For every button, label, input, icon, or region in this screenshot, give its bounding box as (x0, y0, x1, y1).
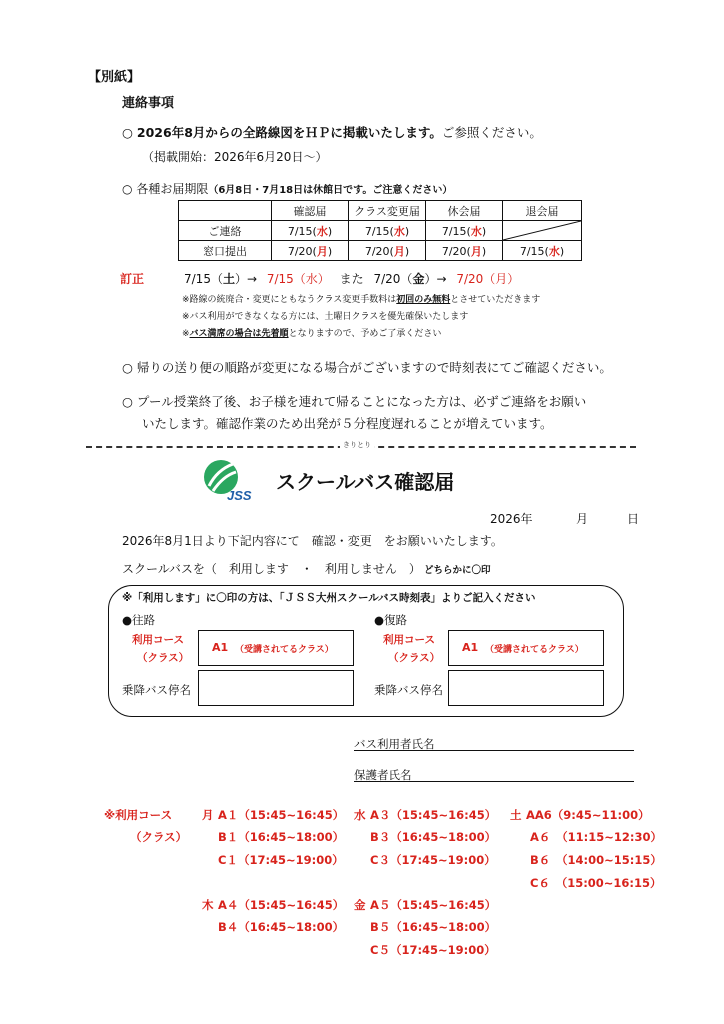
course-item: B５（16:45~18:00） (370, 920, 497, 934)
table-row (179, 241, 582, 261)
table-row (179, 221, 582, 241)
note-first-come: ※バス満席の場合は先着順となりますので、予めご了承ください (182, 329, 442, 339)
row-label: 窓口提出 (179, 241, 272, 261)
user-name-field[interactable] (354, 750, 634, 751)
guardian-name-field[interactable] (354, 781, 634, 782)
date-month: 月 (576, 512, 589, 526)
outbound-stop-label: 乗降バス停名 (122, 683, 191, 697)
course-list-label: ※利用コース (104, 808, 173, 822)
course-item: A４（15:45~16:45） (218, 898, 345, 912)
outbound-label: ●往路 (122, 613, 156, 627)
correction-new-date-1: 7/15（水） (266, 272, 330, 286)
header-confirm: 確認届 (272, 201, 349, 221)
table-cell: 7/20(月) (349, 241, 426, 261)
return-label: ●復路 (374, 613, 408, 627)
course-item: A５（15:45~16:45） (370, 898, 497, 912)
deadline-table (178, 200, 582, 261)
bullet-icon: ○ (122, 394, 133, 409)
notice-deadlines (122, 180, 452, 197)
course-list-sublabel: （クラス） (130, 830, 188, 844)
course-item: C６ （15:00~16:15） (530, 876, 662, 890)
form-intro: 2026年8月1日より下記内容にて 確認・変更 をお願いいたします。 (122, 534, 503, 548)
notice-hp-map-date: （掲載開始：2026年6月20日～） (142, 150, 328, 164)
bus-choice-note: どちらかに〇印 (424, 565, 491, 576)
appendix-label: 【別紙】 (88, 70, 141, 85)
course-item: C５（17:45~19:00） (370, 943, 496, 957)
correction-new-date-2: 7/20（月） (456, 272, 520, 286)
header-leave: 休会届 (426, 201, 503, 221)
return-stop-field[interactable] (448, 670, 604, 706)
day-saturday: 土 (510, 808, 522, 822)
course-item: A６ （11:15~12:30） (530, 830, 662, 844)
outbound-course-label: 利用コース (132, 634, 184, 646)
course-item: B４（16:45~18:00） (218, 920, 345, 934)
table-cell-na (503, 221, 582, 241)
table-header-row (179, 201, 582, 221)
notice-hp-map (122, 123, 542, 141)
return-stop-label: 乗降バス停名 (374, 683, 443, 697)
logo-text: JSS (227, 488, 252, 503)
diagonal-line-icon (503, 221, 581, 240)
table-cell: 7/15(水) (426, 221, 503, 241)
notice-route-change: ○ 帰りの送り便の順路が変更になる場合がございますので時刻表にてご確認ください。 (122, 360, 612, 375)
return-course-field[interactable]: A1 （受講されてるクラス） (448, 630, 604, 666)
header-withdraw: 退会届 (503, 201, 582, 221)
date-year: 2026年 (490, 512, 533, 526)
guardian-name-label: 保護者氏名 (354, 768, 412, 782)
page-title: 連絡事項 (122, 96, 175, 111)
course-item: B１（16:45~18:00） (218, 830, 345, 844)
outbound-class-label: （クラス） (137, 652, 190, 664)
form-title: スクールバス確認届 (276, 470, 455, 494)
table-cell: 7/15(水) (503, 241, 582, 261)
course-item: B６ （14:00~15:15） (530, 853, 662, 867)
bus-choice[interactable]: スクールバスを（ 利用します ・ 利用しません ） (122, 562, 421, 576)
day-thursday: 木 (202, 898, 214, 912)
bullet-icon: ○ (122, 125, 133, 140)
course-item: AA6（9:45~11:00） (526, 808, 650, 822)
notice-hp-map-tail: ご参照ください。 (441, 125, 542, 140)
bullet-icon: ○ (122, 182, 133, 196)
notice-pickup-line2: いたします。確認作業のため出発が５分程度遅れることが増えています。 (142, 416, 553, 431)
table-cell: 7/20(月) (272, 241, 349, 261)
header-class-change: クラス変更届 (349, 201, 426, 221)
note-saturday-priority: ※バス利用ができなくなる方には、土曜日クラスを優先確保いたします (182, 312, 469, 322)
day-friday: 金 (354, 898, 366, 912)
notice-pickup: ○ プール授業終了後、お子様を連れて帰ることになった方は、必ずご連絡をお願い (122, 394, 587, 409)
jss-logo-icon (203, 458, 261, 504)
day-wednesday: 水 (354, 808, 366, 822)
correction-line: 7/15（土）→ 7/15（水） また 7/20（金）→ 7/20（月） (184, 272, 520, 286)
note-fee: ※路線の統廃合・変更にともなうクラス変更手数料は初回のみ無料とさせていただきます (182, 295, 541, 305)
date-day: 日 (627, 512, 640, 526)
outbound-course-field[interactable]: A1 （受講されてるクラス） (198, 630, 354, 666)
return-course-label: 利用コース (383, 634, 435, 646)
route-box-header: ※「利用します」に〇印の方は、「ＪＳＳ大州スクールバス時刻表」よりご記入ください (122, 592, 536, 604)
row-label: ご連絡 (179, 221, 272, 241)
course-item: C１（17:45~19:00） (218, 853, 344, 867)
user-name-label: バス利用者氏名 (354, 737, 435, 751)
cut-label: きりとり (340, 440, 374, 450)
table-cell: 7/15(水) (272, 221, 349, 241)
table-cell: 7/20(月) (426, 241, 503, 261)
deadlines-closure-note: （6月8日・7月18日は休館日です。ご注意ください） (208, 185, 453, 196)
correction-label: 訂正 (120, 272, 145, 286)
table-cell: 7/15(水) (349, 221, 426, 241)
return-class-label: （クラス） (388, 652, 441, 664)
deadlines-lead: 各種お届期限 (136, 182, 209, 196)
course-item: C３（17:45~19:00） (370, 853, 496, 867)
outbound-stop-field[interactable] (198, 670, 354, 706)
day-monday: 月 (202, 808, 214, 822)
notice-hp-map-bold: 2026年8月からの全路線図をＨＰに掲載いたします。 (136, 125, 442, 140)
course-item: A１（15:45~16:45） (218, 808, 345, 822)
table-corner (179, 201, 272, 221)
course-item: A３（15:45~16:45） (370, 808, 497, 822)
bullet-icon: ○ (122, 360, 133, 375)
course-item: B３（16:45~18:00） (370, 830, 497, 844)
